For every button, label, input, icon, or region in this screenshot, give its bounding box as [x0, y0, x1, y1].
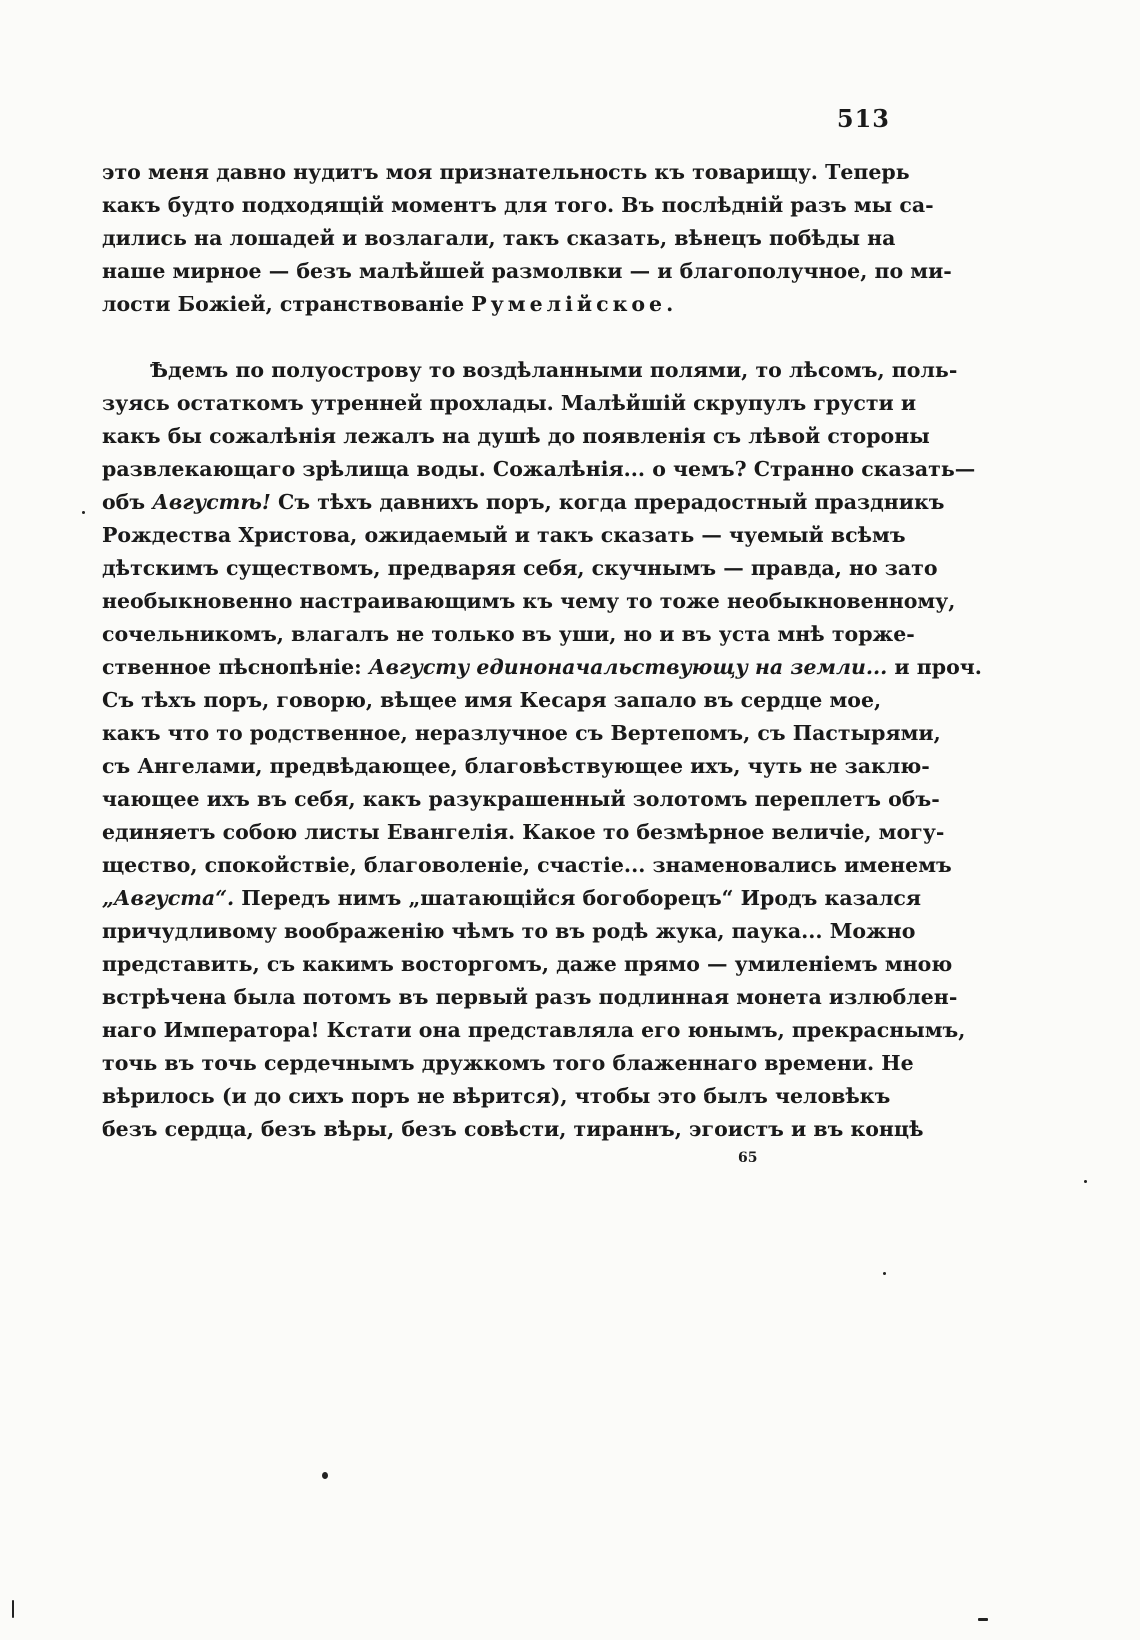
text-line — [102, 486, 945, 519]
text-line: наго Императора! Кстати она представляла его юнымъ, прекраснымъ, — [102, 1018, 966, 1042]
italic-fragment: Августу единоначальствующу на земли... — [368, 655, 888, 679]
text-line: чающее ихъ въ себя, какъ разукрашенный золотомъ переплетъ объ- — [102, 787, 940, 811]
text-line: какъ бы сожалѣнія лежалъ на душѣ до появленія съ лѣвой стороны — [102, 424, 930, 448]
text-line: вѣрилось (и до сихъ поръ не вѣрится), чтобы это былъ человѣкъ — [102, 1084, 891, 1108]
scan-speck — [883, 1272, 886, 1275]
text-line: представить, съ какимъ восторгомъ, даже прямо — умиленіемъ мною — [102, 952, 953, 976]
text-line: зуясь остаткомъ утренней прохлады. Малѣйшій скрупулъ грусти и — [102, 391, 917, 415]
text-line — [102, 288, 872, 321]
text-fragment: Съ тѣхъ давнихъ поръ, когда прерадостный праздникъ — [270, 490, 945, 514]
page-number: 513 — [836, 104, 890, 133]
text-line: дѣтскимъ существомъ, предваряя себя, скучнымъ — правда, но зато — [102, 556, 938, 580]
text-line: единяетъ собою листы Евангелія. Какое то безмѣрное величіе, могу- — [102, 820, 945, 844]
text-line: Рождества Христова, ожидаемый и такъ сказать — чуемый всѣмъ — [102, 523, 906, 547]
scan-speck — [12, 1600, 14, 1618]
text-line: Съ тѣхъ поръ, говорю, вѣщее имя Кесаря запало въ сердце мое, — [102, 688, 882, 712]
text-line: это меня давно нудитъ моя признательность къ товарищу. Теперь — [102, 160, 910, 184]
signature-mark: 65 — [738, 1150, 758, 1166]
text-line: необыкновенно настраивающимъ къ чему то тоже необыкновенному, — [102, 589, 956, 613]
text-line: Ѣдемъ по полуострову то воздѣланными полями, то лѣсомъ, поль- — [150, 358, 958, 382]
text-line: сочельникомъ, влагалъ не только въ уши, но и въ уста мнѣ торже- — [102, 622, 915, 646]
text-line: точь въ точь сердечнымъ дружкомъ того блаженнаго времени. Не — [102, 1051, 914, 1075]
text-line: развлекающаго зрѣлища воды. Сожалѣнія... о чемъ? Странно сказать— — [102, 457, 976, 481]
text-fragment: объ — [102, 490, 153, 514]
scan-speck — [322, 1472, 328, 1479]
text-line: щество, спокойствіе, благоволеніе, счастіе... знаменовались именемъ — [102, 853, 952, 877]
scan-speck — [1084, 1180, 1087, 1183]
text-line — [102, 651, 982, 684]
text-line — [102, 882, 922, 915]
text-line: какъ что то родственное, неразлучное съ Вертепомъ, съ Пастырями, — [102, 721, 941, 745]
text-fragment: Передъ нимъ „шатающійся богоборецъ“ Иродъ казался — [234, 886, 922, 910]
text-line: какъ будто подходящій моментъ для того. Въ послѣдній разъ мы са- — [102, 193, 934, 217]
spaced-word: Румелійское. — [471, 292, 678, 316]
scan-speck — [82, 511, 85, 514]
paragraph-1 — [102, 156, 952, 321]
text-fragment: ственное пѣснопѣніе: — [102, 655, 369, 679]
italic-fragment: „Августа“. — [102, 886, 235, 910]
text-line: съ Ангелами, предвѣдающее, благовѣствующее ихъ, чуть не заклю- — [102, 754, 930, 778]
scan-speck — [978, 1618, 988, 1621]
text-fragment: и проч. — [887, 655, 982, 679]
text-line: безъ сердца, безъ вѣры, безъ совѣсти, тираннъ, эгоистъ и въ концѣ — [102, 1117, 924, 1141]
text-line: дились на лошадей и возлагали, такъ сказать, вѣнецъ побѣды на — [102, 226, 896, 250]
text-fragment: лости Божіей, странствованіе — [102, 292, 472, 316]
text-line: наше мирное — безъ малѣйшей размолвки — и благополучное, по ми- — [102, 259, 952, 283]
text-line: причудливому воображенію чѣмъ то въ родѣ жука, паука... Можно — [102, 919, 916, 943]
paragraph-2 — [102, 354, 982, 1146]
text-line: встрѣчена была потомъ въ первый разъ подлинная монета излюблен- — [102, 985, 958, 1009]
italic-fragment: Августѣ! — [152, 490, 271, 514]
